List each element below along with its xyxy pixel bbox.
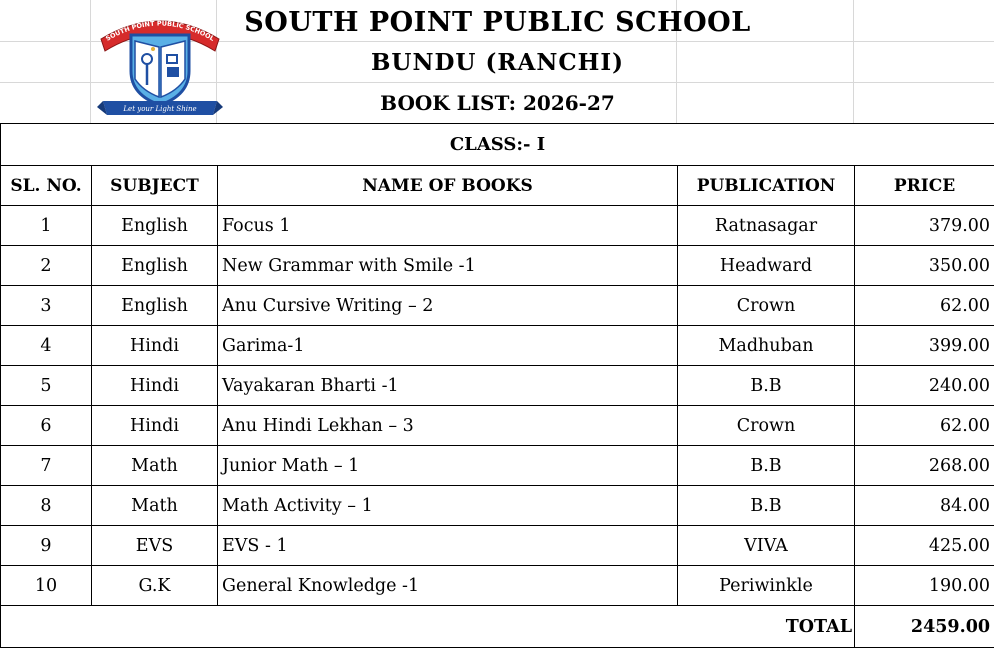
cell-sl-no: 9 bbox=[1, 526, 92, 566]
col-header-price: PRICE bbox=[855, 166, 994, 206]
cell-book-name: Garima-1 bbox=[218, 326, 678, 366]
cell-book-name: Vayakaran Bharti -1 bbox=[218, 366, 678, 406]
gridline bbox=[853, 0, 854, 123]
cell-sl-no: 4 bbox=[1, 326, 92, 366]
cell-subject: Math bbox=[92, 446, 218, 486]
cell-book-name: Junior Math – 1 bbox=[218, 446, 678, 486]
cell-publication: B.B bbox=[678, 446, 855, 486]
cell-publication: Madhuban bbox=[678, 326, 855, 366]
cell-sl-no: 1 bbox=[1, 206, 92, 246]
col-header-sl-no: SL. NO. bbox=[1, 166, 92, 206]
total-label: TOTAL bbox=[1, 606, 855, 648]
class-label: CLASS:- I bbox=[1, 124, 994, 166]
cell-subject: Hindi bbox=[92, 366, 218, 406]
table-row bbox=[1, 326, 994, 366]
table-row bbox=[1, 406, 994, 446]
cell-price: 425.00 bbox=[855, 526, 994, 566]
cell-price: 379.00 bbox=[855, 206, 994, 246]
logo-motto: Let your Light Shine bbox=[123, 105, 197, 113]
cell-subject: Hindi bbox=[92, 326, 218, 366]
school-name: SOUTH POINT PUBLIC SCHOOL bbox=[244, 7, 751, 38]
cell-price: 84.00 bbox=[855, 486, 994, 526]
cell-sl-no: 10 bbox=[1, 566, 92, 606]
col-header-name-of-books: NAME OF BOOKS bbox=[218, 166, 678, 206]
cell-sl-no: 7 bbox=[1, 446, 92, 486]
cell-subject: Hindi bbox=[92, 406, 218, 446]
cell-subject: Math bbox=[92, 486, 218, 526]
cell-price: 240.00 bbox=[855, 366, 994, 406]
table-row bbox=[1, 486, 994, 526]
cell-publication: Ratnasagar bbox=[678, 206, 855, 246]
cell-subject: English bbox=[92, 206, 218, 246]
cell-sl-no: 8 bbox=[1, 486, 92, 526]
cell-subject: EVS bbox=[92, 526, 218, 566]
gridline bbox=[90, 0, 91, 123]
cell-price: 190.00 bbox=[855, 566, 994, 606]
cell-subject: G.K bbox=[92, 566, 218, 606]
cell-price: 62.00 bbox=[855, 286, 994, 326]
table-row bbox=[1, 566, 994, 606]
col-header-publication: PUBLICATION bbox=[678, 166, 855, 206]
cell-publication: B.B bbox=[678, 486, 855, 526]
cell-price: 350.00 bbox=[855, 246, 994, 286]
table-row bbox=[1, 286, 994, 326]
logo-banner-text: SOUTH POINT PUBLIC SCHOOL bbox=[104, 19, 216, 43]
cell-subject: English bbox=[92, 246, 218, 286]
table-row bbox=[1, 446, 994, 486]
table-row bbox=[1, 526, 994, 566]
total-row bbox=[1, 606, 994, 648]
cell-publication: B.B bbox=[678, 366, 855, 406]
school-logo bbox=[95, 9, 225, 121]
table-row bbox=[1, 206, 994, 246]
cell-sl-no: 3 bbox=[1, 286, 92, 326]
cell-publication: VIVA bbox=[678, 526, 855, 566]
cell-book-name: EVS - 1 bbox=[218, 526, 678, 566]
cell-publication: Crown bbox=[678, 286, 855, 326]
school-place: BUNDU (RANCHI) bbox=[370, 49, 625, 76]
cell-book-name: Anu Hindi Lekhan – 3 bbox=[218, 406, 678, 446]
cell-price: 268.00 bbox=[855, 446, 994, 486]
cell-publication: Crown bbox=[678, 406, 855, 446]
cell-publication: Headward bbox=[678, 246, 855, 286]
cell-sl-no: 2 bbox=[1, 246, 92, 286]
cell-publication: Periwinkle bbox=[678, 566, 855, 606]
total-value: 2459.00 bbox=[855, 606, 994, 648]
cell-subject: English bbox=[92, 286, 218, 326]
table-row bbox=[1, 366, 994, 406]
book-list-table bbox=[0, 123, 994, 648]
book-list-title: BOOK LIST: 2026-27 bbox=[380, 91, 615, 115]
cell-book-name: New Grammar with Smile -1 bbox=[218, 246, 678, 286]
header-row bbox=[1, 166, 994, 206]
cell-price: 62.00 bbox=[855, 406, 994, 446]
class-row bbox=[1, 124, 994, 166]
cell-price: 399.00 bbox=[855, 326, 994, 366]
cell-book-name: General Knowledge -1 bbox=[218, 566, 678, 606]
cell-sl-no: 6 bbox=[1, 406, 92, 446]
cell-book-name: Focus 1 bbox=[218, 206, 678, 246]
table-row bbox=[1, 246, 994, 286]
cell-book-name: Anu Cursive Writing – 2 bbox=[218, 286, 678, 326]
col-header-subject: SUBJECT bbox=[92, 166, 218, 206]
cell-sl-no: 5 bbox=[1, 366, 92, 406]
cell-book-name: Math Activity – 1 bbox=[218, 486, 678, 526]
